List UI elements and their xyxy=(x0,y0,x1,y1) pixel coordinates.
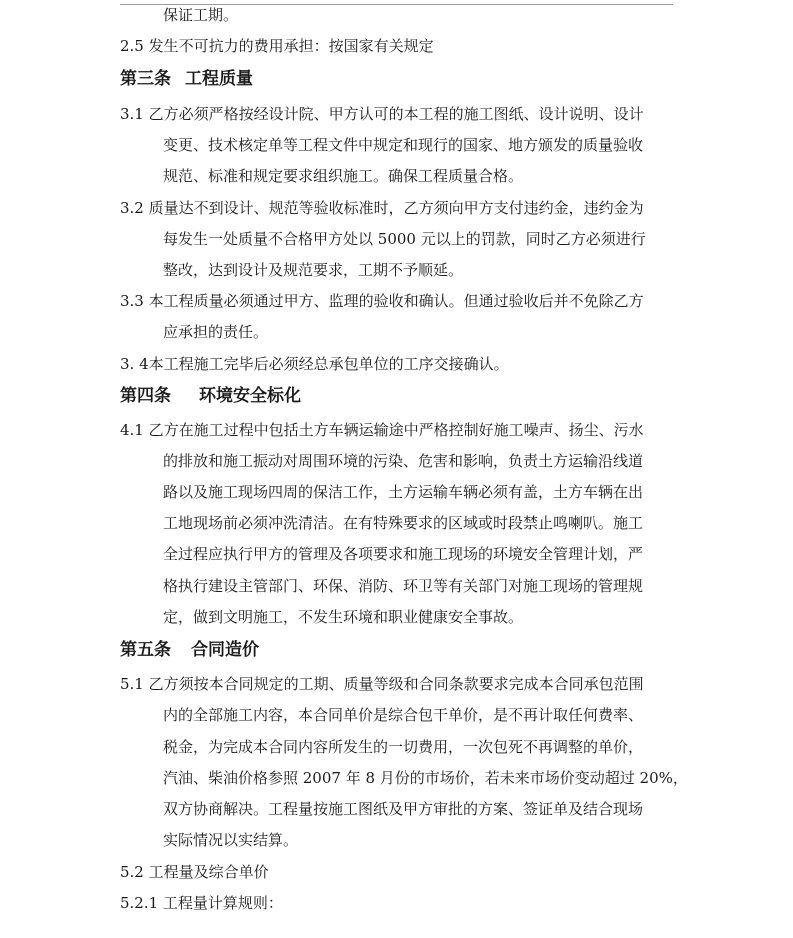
paragraph-line: 工地现场前必须冲洗清洁。在有特殊要求的区域或时段禁止鸣喇叭。施工 xyxy=(163,514,644,532)
paragraph-line: 实际情况以实结算。 xyxy=(163,831,299,849)
paragraph-line: 定，做到文明施工，不发生环境和职业健康安全事故。 xyxy=(163,608,524,626)
paragraph-line: 3.1 乙方必须严格按经设计院、甲方认可的本工程的施工图纸、设计说明、设计 xyxy=(120,105,644,123)
paragraph-line: 应承担的责任。 xyxy=(163,323,269,341)
paragraph-line: 5.2 工程量及综合单价 xyxy=(120,863,269,881)
paragraph-line: 2.5 发生不可抗力的费用承担：按国家有关规定 xyxy=(120,37,434,55)
paragraph-line: 4.1 乙方在施工过程中包括土方车辆运输途中严格控制好施工噪声、扬尘、污水 xyxy=(120,421,644,439)
paragraph-line: 的排放和施工振动对周围环境的污染、危害和影响，负责土方运输沿线道 xyxy=(163,452,644,470)
paragraph-line: 3.2 质量达不到设计、规范等验收标准时，乙方须向甲方支付违约金，违约金为 xyxy=(120,199,644,217)
paragraph-line: 双方协商解决。工程量按施工图纸及甲方审批的方案、签证单及结合现场 xyxy=(163,800,644,818)
paragraph-line: 每发生一处质量不合格甲方处以 5000 元以上的罚款，同时乙方必须进行 xyxy=(163,230,646,248)
paragraph-line: 税金，为完成本合同内容所发生的一切费用，一次包死不再调整的单价， xyxy=(163,738,644,756)
paragraph-line: 3.3 本工程质量必须通过甲方、监理的验收和确认。但通过验收后并不免除乙方 xyxy=(120,292,644,310)
paragraph-line: 整改，达到设计及规范要求，工期不予顺延。 xyxy=(163,261,464,279)
section-heading-title: 环境安全标化 xyxy=(199,386,301,406)
section-heading-title: 工程质量 xyxy=(185,69,253,89)
paragraph-line: 5.2.1 工程量计算规则： xyxy=(120,894,283,912)
paragraph-line: 内的全部施工内容，本合同单价是综合包干单价，是不再计取任何费率、 xyxy=(163,706,644,724)
section-heading-3 xyxy=(120,68,253,90)
paragraph-line: 格执行建设主管部门、环保、消防、环卫等有关部门对施工现场的管理规 xyxy=(163,577,644,595)
paragraph-line: 变更、技术核定单等工程文件中规定和现行的国家、地方颁发的质量验收 xyxy=(163,136,644,154)
paragraph-line: 全过程应执行甲方的管理及各项要求和施工现场的环境安全管理计划，严 xyxy=(163,545,644,563)
paragraph-line: 规范、标准和规定要求组织施工。确保工程质量合格。 xyxy=(163,167,524,185)
paragraph-line: 路以及施工现场四周的保洁工作，土方运输车辆必须有盖，土方车辆在出 xyxy=(163,483,644,501)
paragraph-line: 汽油、柴油价格参照 2007 年 8 月份的市场价，若未来市场价变动超过 20%， xyxy=(163,769,688,787)
paragraph-line: 5.1 乙方须按本合同规定的工期、质量等级和合同条款要求完成本合同承包范围 xyxy=(120,675,644,693)
section-heading-4 xyxy=(120,385,301,407)
paragraph-line: 保证工期。 xyxy=(163,6,239,24)
section-heading-number: 第四条 xyxy=(120,386,171,406)
section-heading-number: 第五条 xyxy=(120,640,171,660)
section-heading-title: 合同造价 xyxy=(191,640,259,660)
section-heading-5 xyxy=(120,639,259,661)
section-heading-number: 第三条 xyxy=(120,69,171,89)
paragraph-line: 3. 4本工程施工完毕后必须经总承包单位的工序交接确认。 xyxy=(120,355,509,373)
